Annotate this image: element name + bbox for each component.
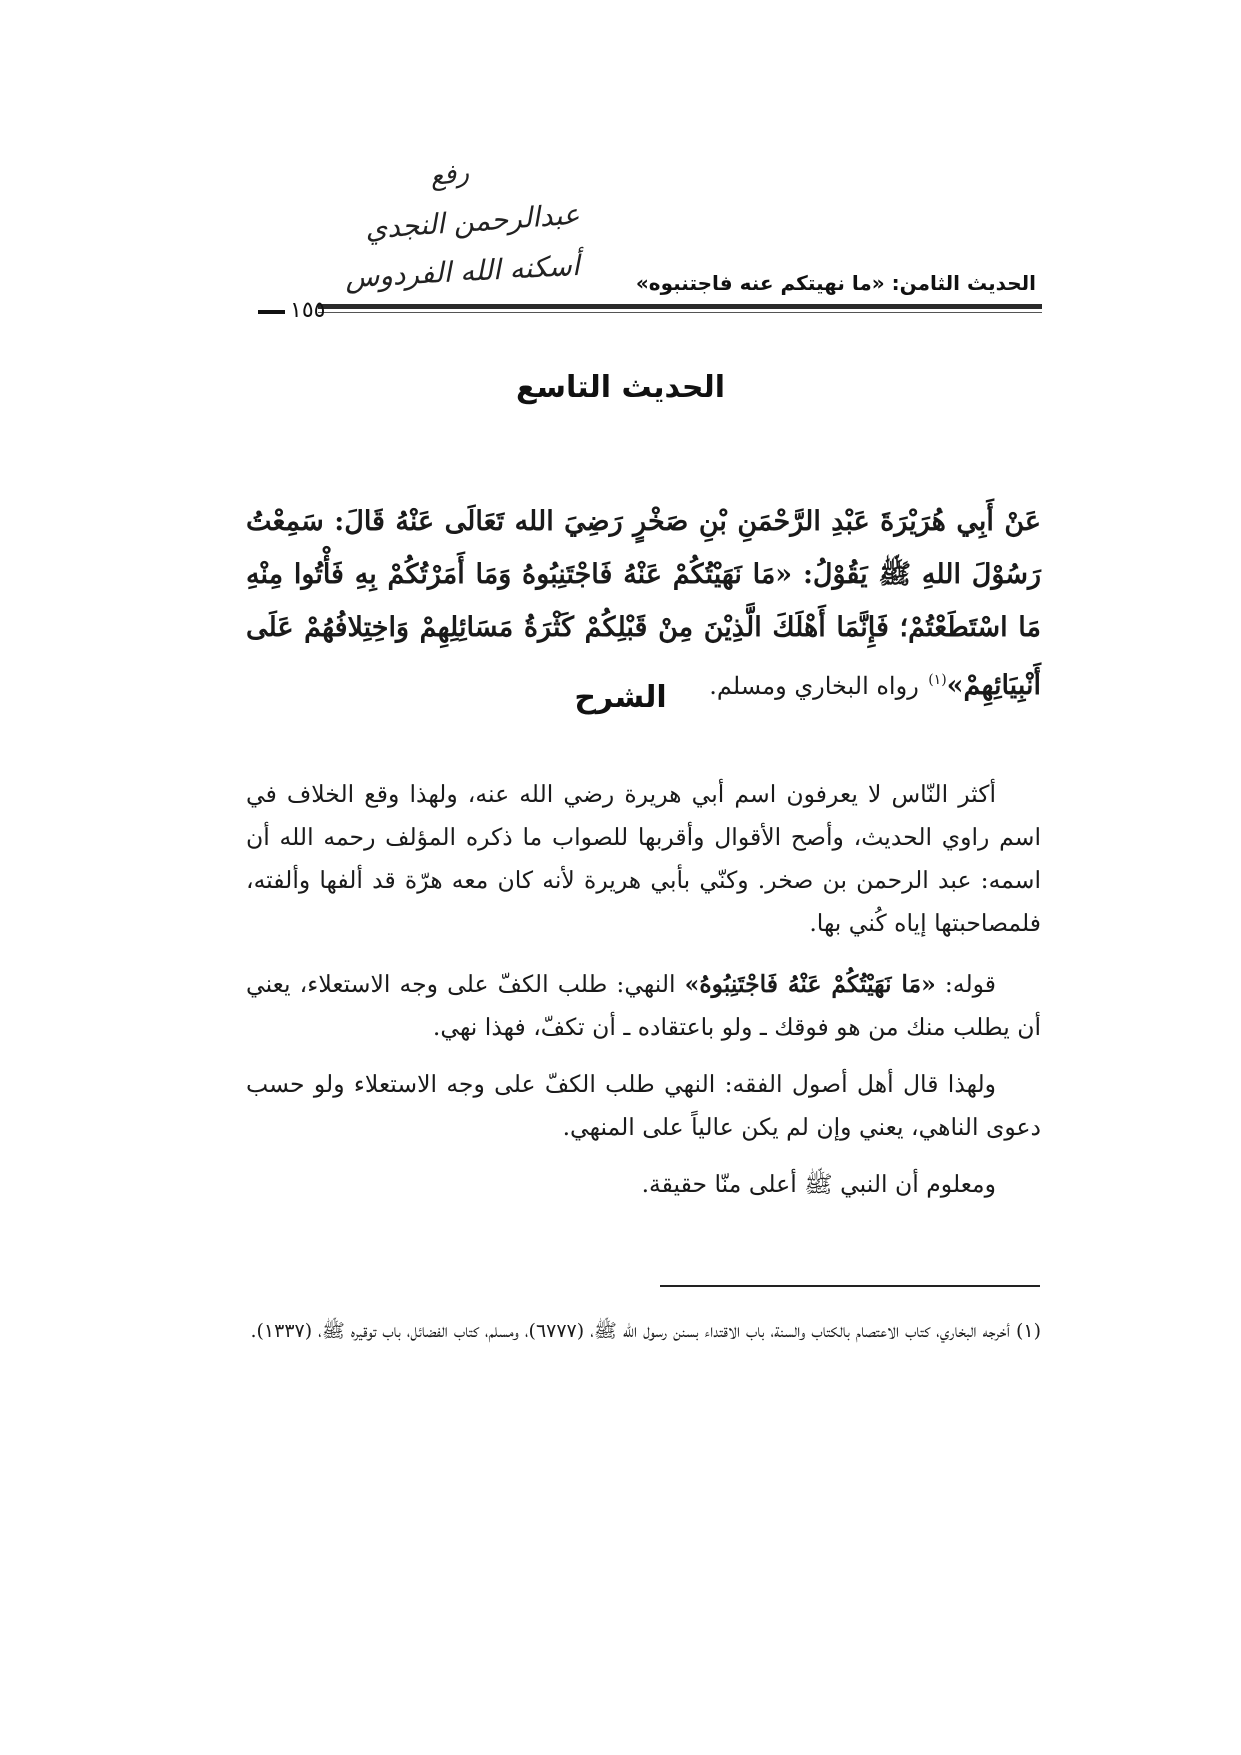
explanation-title: الشرح xyxy=(574,680,667,715)
manuscript-stamp xyxy=(335,157,581,310)
header-rule-thin xyxy=(318,312,1042,313)
explanation-paragraph-3: ولهذا قال أهل أصول الفقه: النهي طلب الكفّ على وجه الاستعلاء ولو حسب دعوى الناهي، يعني وإن لم يكن عالياً على المنهي. xyxy=(246,1070,1041,1141)
p2-rest: النهي: طلب الكفّ على وجه الاستعلاء، يعني أن يطلب منك من هو فوقك ـ ولو باعتقاده ـ أن تكفّ، فهذا نهي. xyxy=(246,970,1041,1041)
explanation-paragraph-2 xyxy=(246,963,1041,1049)
stamp-line-3: أسكنه الله الفردوس xyxy=(344,248,581,295)
footnote-separator xyxy=(660,1285,1040,1287)
page-number-bar xyxy=(258,310,285,314)
hadith-narration: رواه البخاري ومسلم. xyxy=(709,672,919,700)
page-number: ١٥٥ xyxy=(290,298,326,323)
footnote-text: (١) أخرجه البخاري، كتاب الاعتصام بالكتاب والسنة، باب الاقتداء بسنن رسول الله ﷺ، (٦٧٧٧)، ومسلم، كتاب الفضائل، باب توقيره ﷺ، (١٣٣٧). xyxy=(250,1320,1041,1342)
stamp-line-1: رفع xyxy=(428,157,471,193)
footnote-ref: (١) xyxy=(928,672,947,688)
header-rule xyxy=(318,304,1042,309)
hadith-text: عَنْ أَبِي هُرَيْرَةَ عَبْدِ الرَّحْمَنِ بْنِ صَخْرٍ رَضِيَ الله تَعَالَى عَنْهُ قَالَ: سَمِعْتُ رَسُوْلَ اللهِ ﷺ يَقُوْلُ: «مَا نَهَيْتُكُمْ عَنْهُ فَاجْتَنِبُوهُ وَمَا أَمَرْتُكُمْ بِهِ فَأْتُوا مِنْهِ مَا اسْتَطَعْتُمْ؛ فَإِنَّمَا أَهْلَكَ الَّذِيْنَ مِنْ قَبْلِكُمْ كَثْرَةُ مَسَائِلِهِمْ وَاخِتِلافُهُمْ عَلَى أَنْبِيَائِهِمْ» xyxy=(246,506,1041,701)
explanation-paragraph-4: ومعلوم أن النبي ﷺ أعلى منّا حقيقة. xyxy=(641,1170,996,1198)
p2-quote: «مَا نَهَيْتُكُمْ عَنْهُ فَاجْتَنِبُوهُ» xyxy=(684,970,936,998)
explanation-paragraph-1: أكثر النّاس لا يعرفون اسم أبي هريرة رضي الله عنه، ولهذا وقع الخلاف في اسم راوي الحديث، وأصح الأقوال وأقربها للصواب ما ذكره المؤلف رحمه الله أن اسمه: عبد الرحمن بن صخر. وكنّي بأبي هريرة لأنه كان معه هرّة قد ألفها وألفته، فلمصاحبتها إياه كُني بها. xyxy=(246,780,1041,937)
running-title: الحديث الثامن: «ما نهيتكم عنه فاجتنبوه» xyxy=(635,271,1036,295)
stamp-line-2: عبدالرحمن النجدي xyxy=(364,197,581,246)
hadith-title: الحديث التاسع xyxy=(515,370,726,405)
p2-prefix: قوله: xyxy=(935,970,996,998)
